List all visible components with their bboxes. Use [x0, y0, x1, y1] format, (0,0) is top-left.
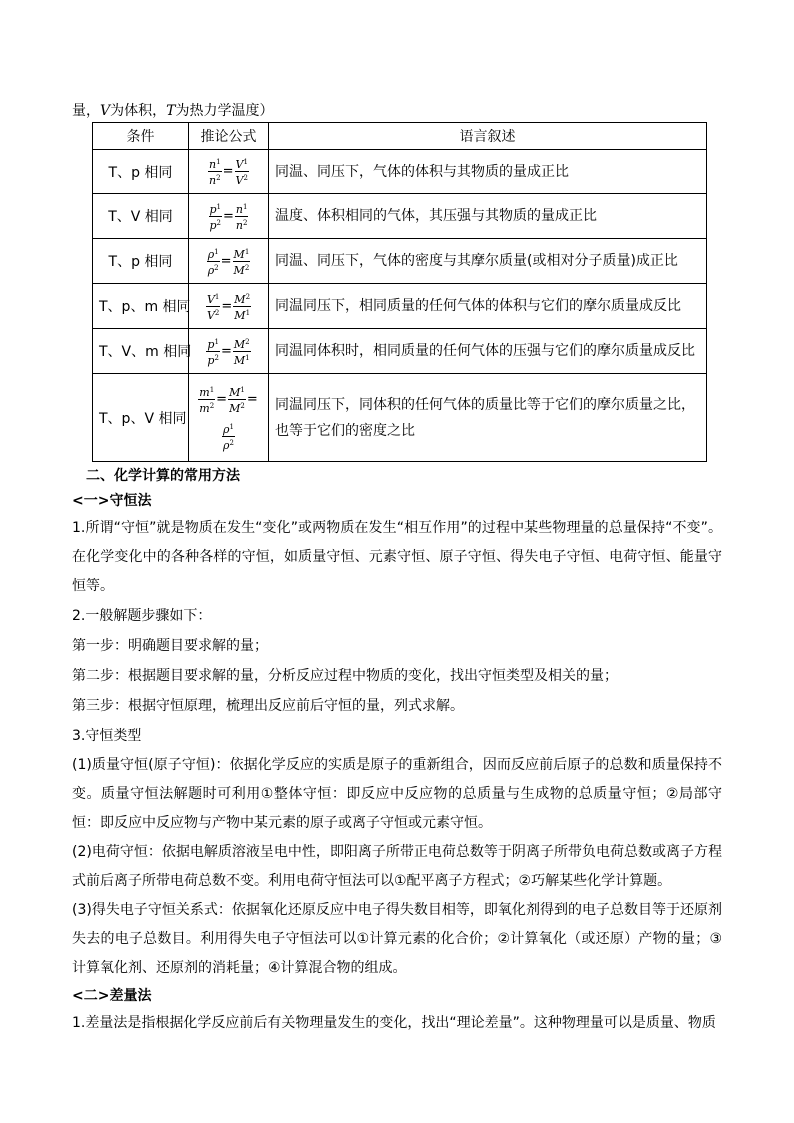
- fraction-left: $\frac{p^1}{p^2}$: [207, 337, 219, 367]
- paragraph-electron-conservation: (3)得失电子守恒关系式：依据氧化还原反应中电子得失数目相等，即氧化剂得到的电子总数目等于还原剂失去的电子总数目。利用得失电子守恒法可以①计算元素的化合价；②计算氧化（或还原）产物的量；③计算氧化剂、还原剂的消耗量；④计算混合物的组成。: [72, 902, 722, 976]
- condition-cell: T、p 相同: [93, 239, 189, 284]
- table-row: [93, 374, 707, 462]
- condition-cell: T、p 相同: [93, 150, 189, 194]
- description-cell: [269, 374, 707, 462]
- fraction-left: $\frac{V^1}{V^2}$: [206, 292, 220, 322]
- table-row: [93, 329, 707, 374]
- paragraph-charge-conservation: (2)电荷守恒：依据电解质溶液呈电中性，即阳离子所带正电荷总数等于阴离子所带负电荷总数或离子方程式前后离子所带电荷总数不变。利用电荷守恒法可以①配平离子方程式；②巧解某些化学计算题。: [72, 844, 722, 889]
- fraction-right: $\frac{M^2}{M^1}$: [233, 337, 250, 367]
- step-2: 第二步：根据题目要求解的量，分析反应过程中物质的变化，找出守恒类型及相关的量；: [72, 668, 618, 684]
- formula-cell: $\frac{\rho^1}{\rho^2}$ = $\frac{M^1}{M^2}$: [189, 239, 269, 284]
- fraction-right: $\frac{n^1}{n^2}$: [235, 202, 248, 232]
- description-line-1: 同温同压下，同体积的任何气体的质量比等于它们的摩尔质量之比，: [275, 396, 695, 413]
- fraction-right: $\frac{M^1}{M^2}$: [233, 247, 250, 277]
- fraction-middle: $\frac{M^1}{M^2}$: [229, 385, 245, 415]
- subsection-title-difference: <二>差量法: [72, 988, 152, 1004]
- fraction-right: $\frac{\rho^1}{\rho^2}$: [223, 422, 234, 452]
- fraction-left: $\frac{\rho^1}{\rho^2}$: [207, 247, 219, 277]
- paragraph-difference-method: 1.差量法是指根据化学反应前后有关物理量发生的变化，找出“理论差量”。这种物理量可以是质量、物质: [72, 1015, 716, 1031]
- paragraph-mass-conservation: (1)质量守恒(原子守恒)：依据化学反应的实质是原子的重新组合，因而反应前后原子的总数和质量保持不变。质量守恒法解题时可利用①整体守恒：即反应中反应物的总质量与生成物的总质量守恒；②局部守恒：即反应中反应物与产物中某元素的原子或离子守恒或元素守恒。: [72, 757, 722, 831]
- table-header-row: [93, 123, 707, 150]
- intro-text-1: 量，: [72, 103, 100, 119]
- table-row: [93, 239, 707, 284]
- description-cell: 同温、同压下，气体的体积与其物质的量成正比: [269, 150, 707, 194]
- v-symbol: V: [100, 103, 111, 119]
- intro-line: [72, 100, 722, 122]
- header-description: 语言叙述: [269, 123, 707, 150]
- table-row: [93, 194, 707, 239]
- fraction-right: $\frac{M^2}{M^1}$: [234, 292, 251, 322]
- description-cell: 同温同体积时，相同质量的任何气体的压强与它们的摩尔质量成反比: [269, 329, 707, 374]
- table-row: [93, 284, 707, 329]
- step-1: 第一步：明确题目要求解的量；: [72, 638, 268, 654]
- formula-cell: $\frac{n^1}{n^2}$ = $\frac{V^1}{V^2}$: [189, 150, 269, 194]
- fraction-right: $\frac{V^1}{V^2}$: [235, 158, 248, 187]
- intro-text-3: 为热力学温度）: [175, 103, 274, 119]
- formula-cell: $\frac{V^1}{V^2}$ = $\frac{M^2}{M^1}$: [189, 284, 269, 329]
- description-cell: 同温、同压下，气体的密度与其摩尔质量(或相对分子质量)成正比: [269, 239, 707, 284]
- section-title: 二、化学计算的常用方法: [86, 468, 240, 484]
- fraction-left: $\frac{p^1}{p^2}$: [209, 202, 222, 232]
- description-cell: 温度、体积相同的气体，其压强与其物质的量成正比: [269, 194, 707, 239]
- header-condition: 条件: [93, 123, 189, 150]
- header-formula: 推论公式: [189, 123, 269, 150]
- document-page: [72, 100, 722, 1038]
- condition-cell: T、p、V 相同: [93, 374, 189, 462]
- formula-cell: $\frac{m^1}{m^2}$ = $\frac{M^1}{M^2}$ = $\frac{\rho^1}{\rho^2}$: [189, 374, 269, 462]
- intro-text-2: 为体积，: [110, 103, 167, 119]
- step-3: 第三步：根据守恒原理，梳理出反应前后守恒的量，列式求解。: [72, 698, 464, 714]
- description-cell: 同温同压下，相同质量的任何气体的体积与它们的摩尔质量成反比: [269, 284, 707, 329]
- condition-cell: T、p、m 相同: [93, 284, 189, 329]
- condition-cell: T、V、m 相同: [93, 329, 189, 374]
- formula-cell: $\frac{p^1}{p^2}$ = $\frac{n^1}{n^2}$: [189, 194, 269, 239]
- description-line-2: 也等于它们的密度之比: [275, 422, 415, 439]
- paragraph-1: 1.所谓“守恒”就是物质在发生“变化”或两物质在发生“相互作用”的过程中某些物理量的总量保持“不变”。在化学变化中的各种各样的守恒，如质量守恒、元素守恒、原子守恒、得失电子守恒、电荷守恒、能量守恒等。: [72, 520, 722, 594]
- table-row: [93, 150, 707, 194]
- formula-cell: $\frac{p^1}{p^2}$ = $\frac{M^2}{M^1}$: [189, 329, 269, 374]
- condition-cell: T、V 相同: [93, 194, 189, 239]
- subsection-title-conservation: <一>守恒法: [72, 493, 152, 509]
- t-symbol: T: [166, 103, 176, 119]
- fraction-left: $\frac{m^1}{m^2}$: [199, 385, 215, 415]
- paragraph-2: 2.一般解题步骤如下：: [72, 608, 212, 624]
- paragraph-3: 3.守恒类型: [72, 728, 142, 744]
- inference-table: [92, 122, 707, 462]
- fraction-left: $\frac{n^1}{n^2}$: [209, 158, 221, 187]
